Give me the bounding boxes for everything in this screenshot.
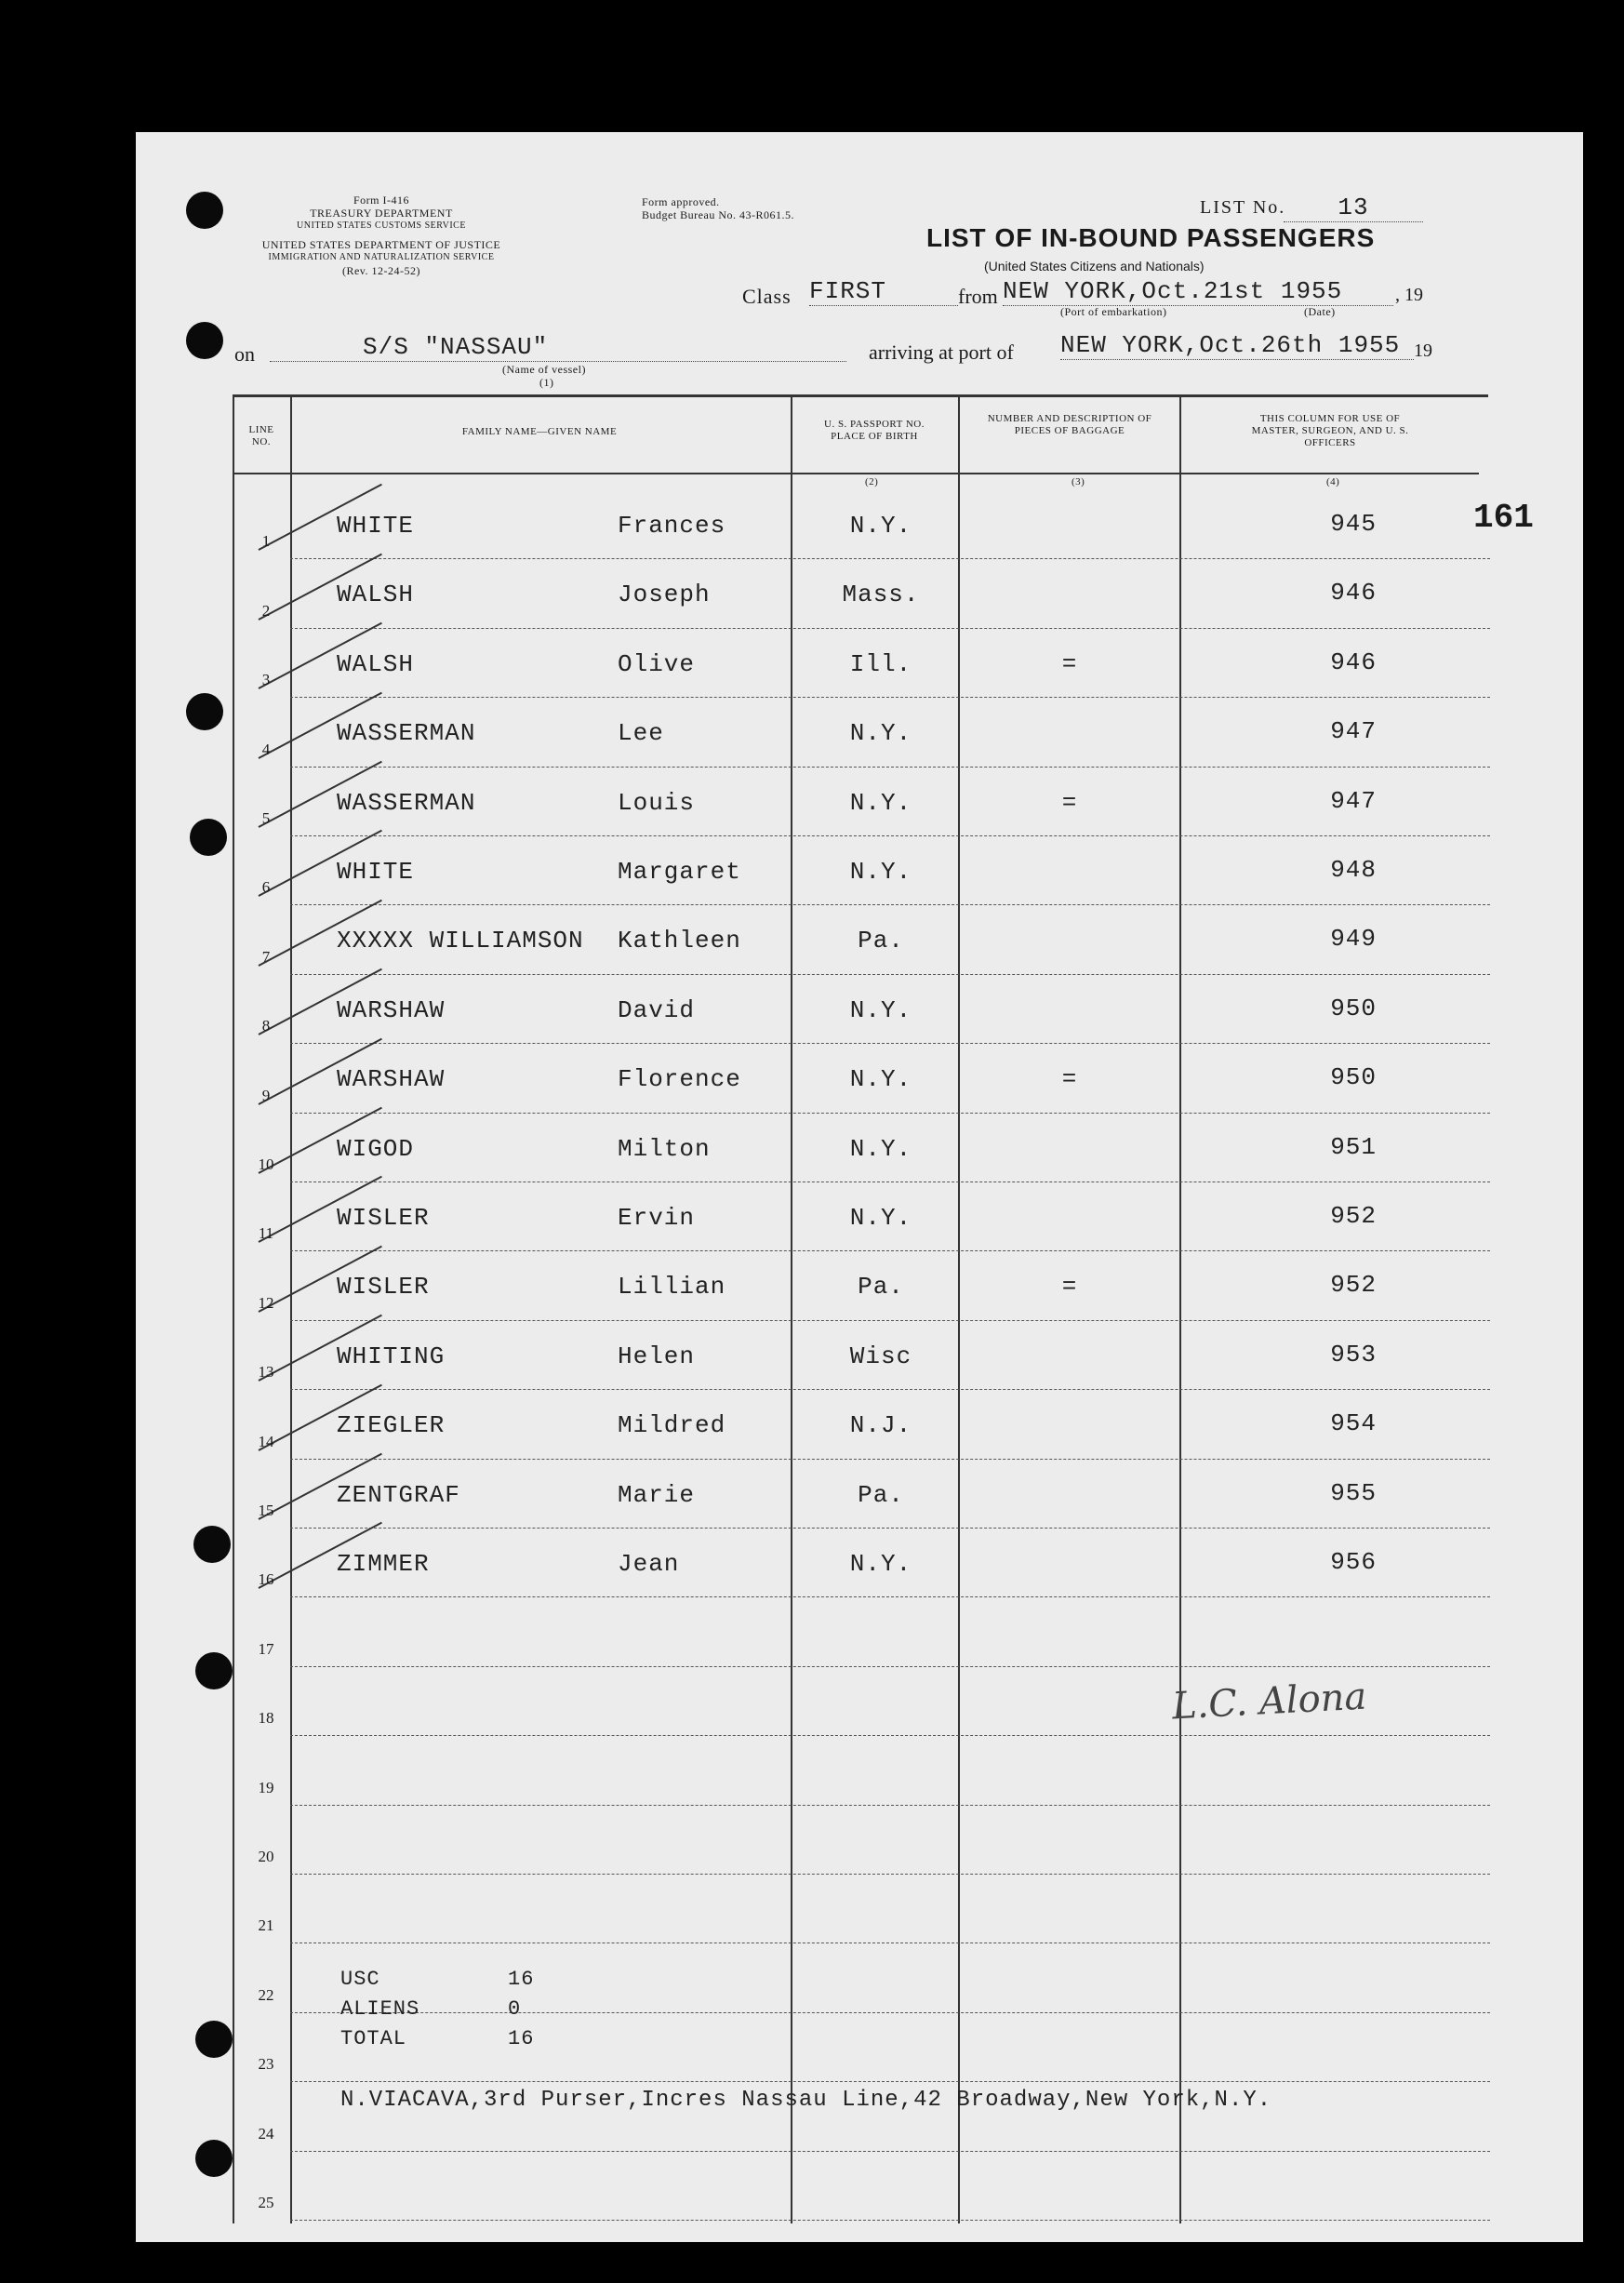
place-of-birth: Pa.: [858, 927, 904, 955]
officer-number: 956: [1330, 1548, 1377, 1576]
line-number: 9: [261, 1086, 271, 1104]
line-number: 12: [258, 1293, 274, 1312]
family-name: WASSERMAN: [337, 788, 476, 817]
row-rule: [290, 904, 1490, 905]
row-rule: [290, 1596, 1490, 1597]
col-header-officers-no: (4): [1326, 476, 1340, 487]
row-rule: [290, 767, 1490, 768]
officer-number: 950: [1330, 1063, 1377, 1092]
form-number: Form I-416: [353, 194, 409, 207]
row-rule: [290, 1459, 1490, 1460]
family-name: WALSH: [337, 581, 415, 609]
class-label: Class: [742, 285, 792, 308]
col-divider: [1179, 394, 1181, 2223]
row-rule: [290, 1113, 1490, 1114]
col-header-baggage-no: (3): [1072, 476, 1085, 487]
line-number: 24: [258, 2124, 274, 2143]
page-number: 161: [1473, 499, 1534, 537]
baggage-description: =: [1061, 1273, 1078, 1302]
from-label: from: [958, 285, 998, 308]
place-of-birth: N.Y.: [849, 1204, 912, 1232]
place-of-birth: N.Y.: [849, 1550, 912, 1578]
line-number: 3: [261, 671, 271, 689]
officer-number: 953: [1330, 1340, 1377, 1368]
family-name: WARSHAW: [337, 995, 446, 1024]
place-of-birth: N.Y.: [849, 719, 912, 748]
line-number: 25: [258, 2194, 274, 2211]
binder-hole: [195, 2140, 233, 2177]
line-number: 8: [261, 1017, 271, 1035]
family-name: WHITE: [337, 858, 415, 886]
officer-number: 952: [1330, 1271, 1377, 1300]
port-embarkation-caption: (Port of embarkation): [1060, 305, 1167, 318]
line-number: 1: [261, 532, 271, 551]
form-approved: Form approved.: [642, 195, 720, 208]
line-number: 7: [261, 947, 271, 966]
total-label: TOTAL: [340, 2027, 407, 2050]
row-rule: [290, 1043, 1490, 1044]
officer-number: 948: [1330, 856, 1377, 884]
vessel-caption-no: (1): [539, 376, 554, 389]
family-name: WARSHAW: [337, 1065, 446, 1094]
family-name: XXXXX WILLIAMSON: [337, 927, 584, 955]
binder-hole: [193, 1526, 231, 1563]
line-number: 4: [261, 740, 271, 758]
row-rule: [290, 2081, 1490, 2082]
row-rule: [290, 1805, 1490, 1806]
family-name: ZIMMER: [337, 1550, 430, 1578]
family-name: WASSERMAN: [337, 719, 476, 748]
year-suffix-2: 19: [1414, 340, 1432, 361]
arrival-port-date: NEW YORK,Oct.26th 1955: [1060, 331, 1414, 360]
given-name: Milton: [618, 1134, 711, 1163]
vessel-caption: (Name of vessel): [502, 363, 586, 376]
baggage-description: =: [1061, 788, 1078, 817]
given-name: Olive: [618, 649, 696, 678]
place-of-birth: N.Y.: [849, 788, 912, 817]
col-header-officers: THIS COLUMN FOR USE OF MASTER, SURGEON, AND U. S. OFFICERS: [1251, 413, 1409, 448]
family-name: WHITING: [337, 1342, 446, 1370]
row-rule: [290, 974, 1490, 975]
embarkation-port-date: NEW YORK,Oct.21st 1955: [1003, 277, 1393, 306]
family-name: ZENTGRAF: [337, 1480, 460, 1509]
line-number: 15: [258, 1502, 274, 1519]
aliens-label: ALIENS: [340, 1997, 420, 2021]
justice-dept: UNITED STATES DEPARTMENT OF JUSTICE: [261, 238, 501, 251]
given-name: Ervin: [618, 1204, 696, 1232]
line-number: 13: [258, 1363, 274, 1382]
family-name: WALSH: [337, 649, 415, 678]
binder-hole: [186, 192, 223, 229]
ins-service: IMMIGRATION AND NATURALIZATION SERVICE: [268, 252, 495, 262]
line-number: 19: [258, 1778, 274, 1796]
row-rule: [290, 2220, 1490, 2221]
col-divider: [791, 394, 792, 2223]
given-name: Florence: [618, 1065, 741, 1094]
col-header-baggage: NUMBER AND DESCRIPTION OF PIECES OF BAGGAGE: [987, 413, 1152, 436]
line-number: 20: [258, 1848, 274, 1865]
line-number: 5: [261, 809, 271, 827]
aliens-count: 0: [508, 1997, 522, 2021]
total-row: [340, 2024, 534, 2054]
place-of-birth: Ill.: [849, 649, 912, 678]
officer-number: 949: [1330, 925, 1377, 954]
aliens-row: [340, 1995, 534, 2024]
line-number: 22: [258, 1985, 274, 2004]
given-name: Lillian: [618, 1273, 726, 1302]
year-suffix: , 19: [1395, 285, 1423, 305]
place-of-birth: Pa.: [858, 1273, 904, 1302]
place-of-birth: Mass.: [842, 581, 920, 609]
class-value: FIRST: [809, 277, 958, 306]
baggage-description: =: [1061, 1065, 1078, 1094]
list-number: 13: [1284, 194, 1423, 222]
approval-block: [642, 195, 794, 221]
given-name: David: [618, 995, 696, 1024]
usc-count: 16: [508, 1968, 535, 1991]
binder-hole: [186, 693, 223, 730]
family-name: WISLER: [337, 1273, 430, 1302]
officer-number: 947: [1330, 786, 1377, 815]
arriving-label: arriving at port of: [869, 340, 1014, 364]
given-name: Mildred: [618, 1411, 726, 1440]
binder-hole: [186, 322, 223, 359]
vessel-name: S/S "NASSAU": [270, 333, 846, 362]
table-top-rule: [233, 394, 1488, 397]
col-divider: [233, 394, 234, 2223]
usc-label: USC: [340, 1968, 380, 1991]
given-name: Marie: [618, 1480, 696, 1509]
officer-number: 945: [1330, 510, 1377, 538]
line-number: 14: [258, 1432, 274, 1450]
line-number: 11: [258, 1224, 274, 1243]
binder-hole: [195, 1652, 233, 1689]
line-number: 2: [261, 601, 271, 620]
line-number: 16: [258, 1570, 274, 1589]
place-of-birth: N.Y.: [849, 995, 912, 1024]
officer-number: 952: [1330, 1202, 1377, 1230]
page-title: LIST OF IN-BOUND PASSENGERS: [926, 223, 1376, 252]
place-of-birth: N.Y.: [849, 858, 912, 886]
place-of-birth: N.J.: [849, 1411, 912, 1440]
budget-bureau: Budget Bureau No. 43-R061.5.: [642, 208, 794, 221]
col-header-passport-no: (2): [865, 476, 879, 487]
list-number-label: LIST No.: [1200, 197, 1286, 218]
total-count: 16: [508, 2027, 535, 2050]
row-rule: [290, 628, 1490, 629]
officer-number: 946: [1330, 648, 1377, 676]
row-rule: [290, 1389, 1490, 1390]
form-agency-block: [233, 194, 530, 277]
line-number: 17: [258, 1639, 274, 1658]
place-of-birth: N.Y.: [849, 512, 912, 540]
page-subtitle: (United States Citizens and Nationals): [984, 259, 1205, 274]
given-name: Margaret: [618, 858, 741, 886]
family-name: WIGOD: [337, 1134, 415, 1163]
place-of-birth: N.Y.: [849, 1134, 912, 1163]
family-name: WISLER: [337, 1204, 430, 1232]
officer-signature: L.C. Alona: [1170, 1675, 1368, 1729]
officer-number: 954: [1330, 1409, 1377, 1438]
line-number: 6: [261, 878, 271, 897]
row-rule: [290, 1320, 1490, 1321]
line-number: 10: [258, 1155, 274, 1173]
binder-hole: [195, 2021, 233, 2058]
given-name: Helen: [618, 1342, 696, 1370]
revision: (Rev. 12-24-52): [341, 264, 421, 277]
row-rule: [290, 835, 1490, 836]
row-rule: [290, 1666, 1490, 1667]
row-rule: [290, 2151, 1490, 2152]
place-of-birth: Wisc: [849, 1342, 912, 1370]
given-name: Louis: [618, 788, 696, 817]
given-name: Kathleen: [618, 927, 741, 955]
given-name: Jean: [618, 1550, 680, 1578]
col-header-name: FAMILY NAME—GIVEN NAME: [461, 426, 618, 437]
row-rule: [290, 1874, 1490, 1875]
col-divider: [958, 394, 960, 2223]
row-rule: [290, 1250, 1490, 1251]
col-header-passport: U. S. PASSPORT NO. PLACE OF BIRTH: [824, 419, 925, 442]
row-rule: [290, 558, 1490, 559]
given-name: Joseph: [618, 581, 711, 609]
col-header-line: LINE NO.: [248, 424, 274, 447]
row-rule: [290, 1735, 1490, 1736]
customs-service: UNITED STATES CUSTOMS SERVICE: [297, 220, 466, 231]
officer-number: 950: [1330, 994, 1377, 1022]
purser-line: N.VIACAVA,3rd Purser,Incres Nassau Line,42 Broadway,New York,N.Y.: [340, 2088, 1272, 2113]
baggage-description: =: [1061, 649, 1078, 678]
row-rule: [290, 1528, 1490, 1529]
table-header-rule: [233, 473, 1479, 474]
family-name: ZIEGLER: [337, 1411, 446, 1440]
line-number: 23: [258, 2055, 274, 2074]
place-of-birth: N.Y.: [849, 1065, 912, 1094]
line-number: 21: [258, 1916, 274, 1935]
binder-hole: [190, 819, 227, 856]
usc-row: [340, 1965, 534, 1995]
family-name: WHITE: [337, 512, 415, 540]
treasury-dept: TREASURY DEPARTMENT: [310, 207, 453, 220]
officer-number: 955: [1330, 1478, 1377, 1507]
officer-number: 951: [1330, 1132, 1377, 1161]
officer-number: 946: [1330, 579, 1377, 607]
given-name: Frances: [618, 512, 726, 540]
row-rule: [290, 697, 1490, 698]
given-name: Lee: [618, 719, 664, 748]
line-number: 18: [258, 1709, 274, 1728]
totals-block: [340, 1965, 534, 2054]
on-label: on: [234, 342, 255, 366]
place-of-birth: Pa.: [858, 1480, 904, 1509]
date-caption: (Date): [1304, 305, 1336, 318]
officer-number: 947: [1330, 717, 1377, 746]
